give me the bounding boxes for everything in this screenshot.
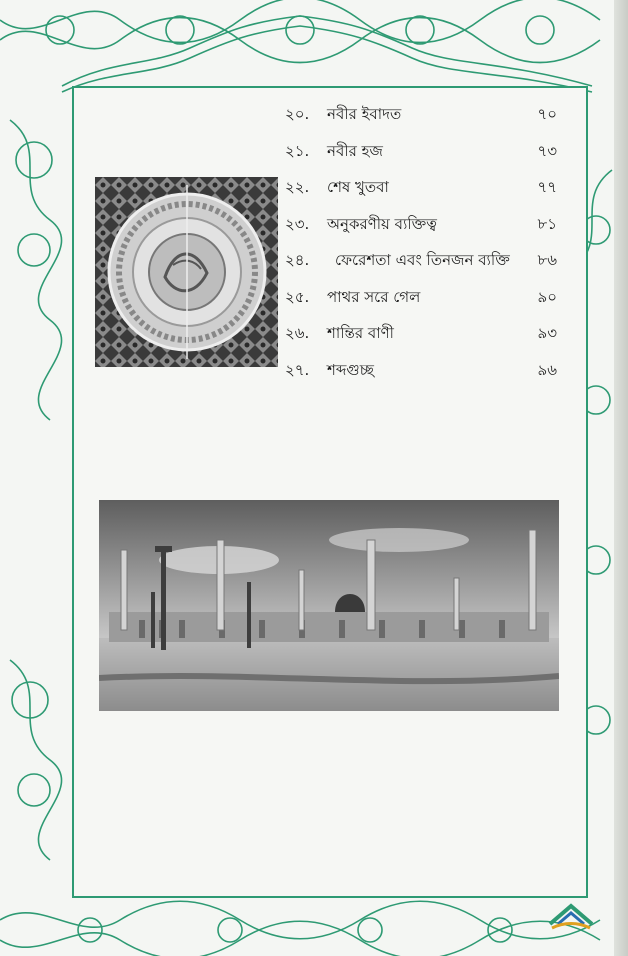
toc-number: ২২.: [285, 178, 310, 196]
toc-row: [285, 242, 557, 279]
toc-row: [285, 169, 557, 206]
toc-title: অনুকরণীয় ব্যক্তিত্ব: [327, 214, 437, 233]
calligraphy-medallion-icon: [95, 177, 278, 367]
toc-number: ২৪.: [285, 251, 310, 269]
toc-title: শান্তির বাণী: [327, 324, 394, 342]
toc-row: [285, 206, 557, 243]
toc-page: ৭৩: [537, 141, 557, 160]
toc-row: [285, 315, 557, 352]
mosque-photo-icon: [99, 500, 559, 711]
toc-number: ২৫.: [285, 287, 310, 306]
toc-number: ২১.: [285, 141, 310, 160]
page-edge-shadow: [614, 0, 628, 956]
toc-title: নবীর হজ: [327, 141, 383, 160]
toc-number: ২০.: [285, 105, 310, 123]
toc-row: [285, 352, 557, 389]
toc-number: ২৩.: [285, 214, 310, 233]
toc-number: ২৭.: [285, 360, 310, 379]
toc-page: ৭৭: [537, 178, 557, 196]
toc-page: ৯৬: [537, 360, 557, 379]
toc-page: ৯০: [537, 287, 557, 306]
toc-page: ৮৬: [537, 251, 557, 269]
toc-title: পাথর সরে গেল: [327, 287, 421, 306]
toc-page: ৭০: [537, 105, 557, 123]
toc-page: ৮১: [537, 214, 557, 233]
toc-row: [285, 96, 557, 133]
toc-title: নবীর ইবাদত: [327, 105, 402, 123]
toc-row: [285, 279, 557, 316]
toc-title: শব্দগুচ্ছ: [327, 360, 374, 379]
toc-title: শেষ খুতবা: [327, 178, 389, 196]
publisher-logo-icon: [546, 902, 596, 932]
toc-title: ফেরেশতা এবং তিনজন ব্যক্তি: [335, 251, 510, 269]
toc-page: ৯৩: [537, 324, 557, 342]
toc-row: [285, 133, 557, 170]
toc-number: ২৬.: [285, 324, 310, 342]
table-of-contents: [285, 96, 557, 388]
